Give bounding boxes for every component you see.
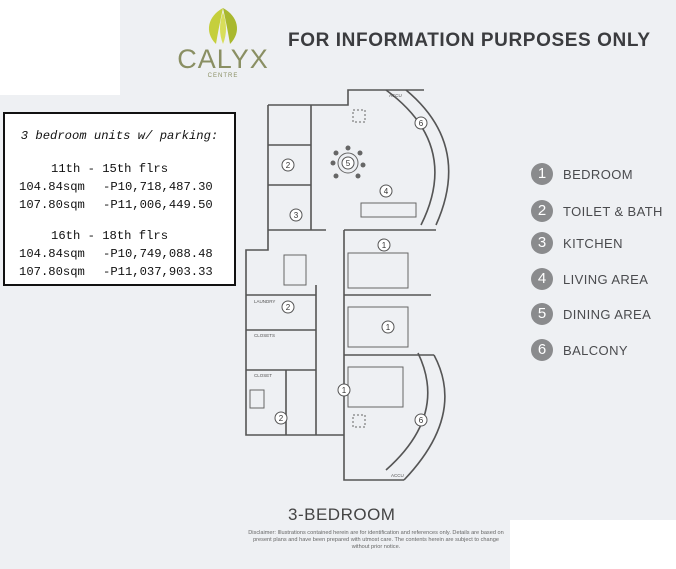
legend-number-badge: 6 [531,339,553,361]
bathtub [284,255,306,285]
plan-label: ACCU [391,473,404,478]
legend-item [531,303,676,327]
floor-plan [236,85,466,485]
plan-number: 1 [381,241,387,250]
plan-caption: 3-BEDROOM [288,505,396,524]
plan-label: ACCU [389,93,402,98]
pricing-title: 3 bedroom units w/ parking: [20,129,219,143]
unit-area: 104.84sqm [19,180,85,194]
plan-balcony-curve [386,353,428,470]
plan-label: LAUNDRY [254,299,276,304]
bed [348,253,408,288]
legend-item [531,339,676,363]
unit-area: 107.80sqm [19,198,85,212]
pricing-box [3,112,236,286]
unit-price: -P10,749,088.48 [103,247,213,261]
unit-price: -P11,037,903.33 [103,265,213,279]
plan-wall [246,105,344,435]
legend-item [531,200,676,224]
unit-price: -P11,006,449.50 [103,198,213,212]
legend-label: LIVING AREA [563,272,649,287]
sofa [361,203,416,217]
legend-number-badge: 5 [531,303,553,325]
legend-number-badge: 4 [531,268,553,290]
plan-label: CLOSETS [254,333,276,338]
legend-label: KITCHEN [563,236,623,251]
blank-area [0,0,120,95]
floor-range: 11th - 15th flrs [51,162,169,176]
unit-area: 107.80sqm [19,265,85,279]
bed [348,367,403,407]
column [353,110,365,122]
plan-number: 5 [345,159,351,168]
info-notice: FOR INFORMATION PURPOSES ONLY [288,30,651,51]
plan-number: 6 [418,416,424,425]
plan-label: CLOSET [254,373,273,378]
legend-label: BALCONY [563,343,628,358]
brand-subtitle: CENTRE [207,73,239,79]
disclaimer-text: Disclaimer: Illustrations contained herein are for identification and references only. Details are based on present plans and have been prepared with utmost care. The contents herein are subject to change without prior notice. [248,530,504,550]
unit-area: 104.84sqm [19,247,85,261]
bed [348,307,408,347]
legend-number-badge: 2 [531,200,553,222]
plan-number: 1 [341,386,347,395]
plan-number: 2 [285,303,291,312]
legend-number-badge: 1 [531,163,553,185]
brand-name: CALYX [177,44,269,74]
unit-price: -P10,718,487.30 [103,180,213,194]
floor-range: 16th - 18th flrs [51,229,169,243]
plan-number: 2 [278,414,284,423]
legend-label: TOILET & BATH [563,204,663,219]
legend-item [531,163,676,187]
legend-item [531,268,676,292]
legend-number-badge: 3 [531,232,553,254]
plan-number: 6 [418,119,424,128]
blank-area [510,520,676,569]
toilet [250,390,264,408]
legend-label: BEDROOM [563,167,633,182]
legend-label: DINING AREA [563,307,652,322]
column [353,415,365,427]
plan-balcony-curve [406,90,449,225]
legend-item [531,232,676,256]
plan-number: 2 [285,161,291,170]
plan-number: 3 [293,211,299,220]
plan-number: 1 [385,323,391,332]
plan-balcony-curve [383,90,435,225]
plan-number: 4 [383,187,389,196]
